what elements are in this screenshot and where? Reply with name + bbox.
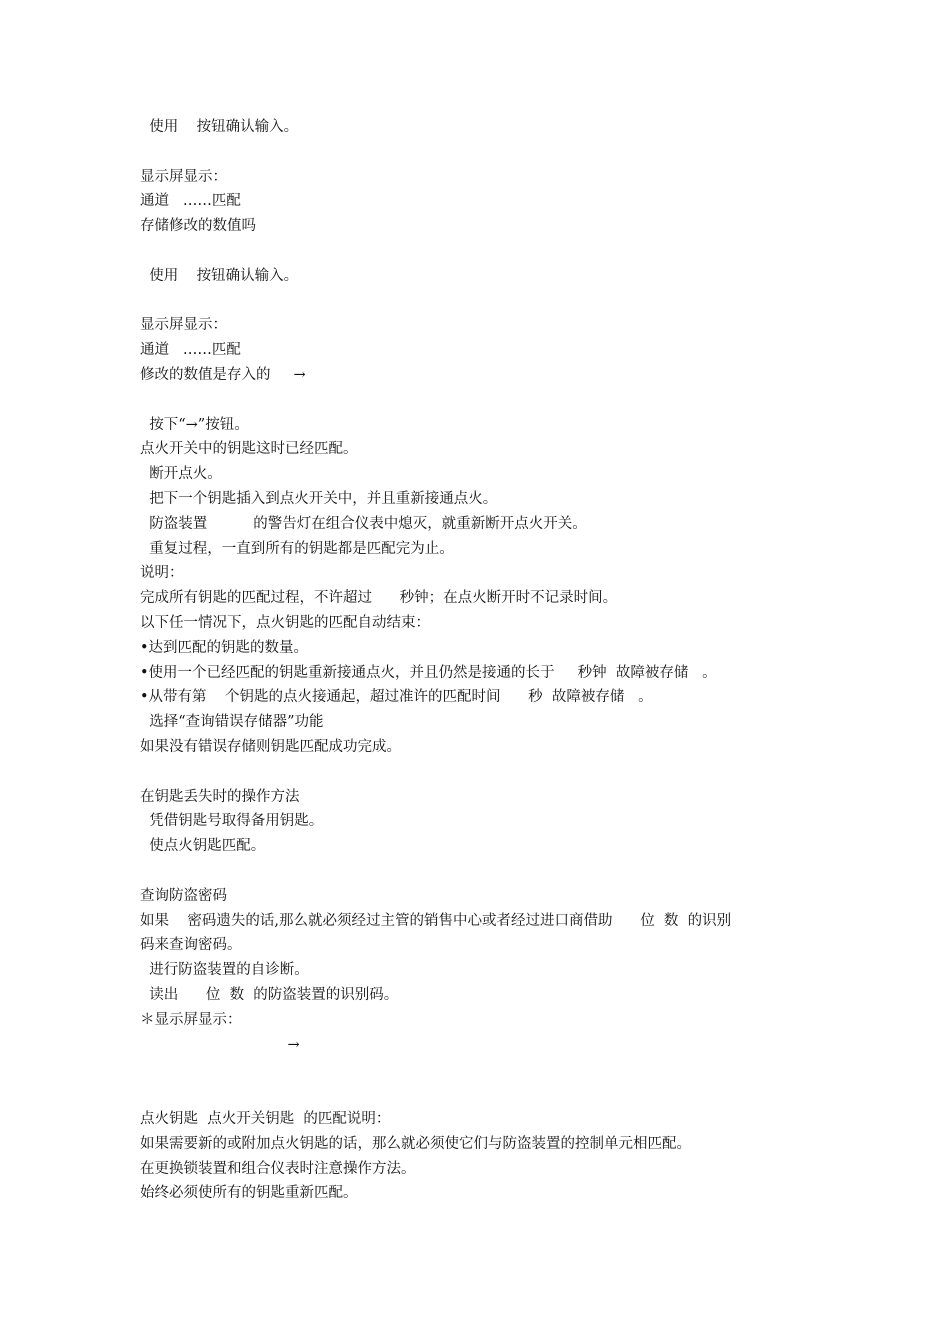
text-line: 按下“→”按钮。 (140, 416, 249, 433)
blank-line (140, 140, 830, 165)
text-line: → (140, 1036, 300, 1053)
text-line: 读出 位 数 的防盗装置的识别码。 (140, 987, 399, 1003)
text-line: 进行防盗装置的自诊断。 (140, 962, 309, 979)
text-line: 说明： (140, 565, 184, 582)
blank-line (140, 760, 830, 785)
blank-line (140, 239, 830, 264)
text-line: 使用 按钮确认输入。 (140, 119, 299, 135)
text-line: 在钥匙丢失时的操作方法 (140, 788, 300, 805)
text-line: •达到匹配的钥匙的数量。 (140, 639, 309, 656)
text-line: 查询防盗密码 (140, 887, 227, 904)
text-line: 把下一个钥匙插入到点火开关中，并且重新接通点火。 (140, 491, 498, 507)
text-line: 通道 ……匹配 (140, 342, 241, 359)
text-line: 选择“查询错误存储器”功能 (140, 714, 324, 731)
blank-line (140, 1057, 830, 1082)
text-line: 如果没有错误存储则钥匙匹配成功完成。 (140, 739, 401, 755)
text-line: 如果需要新的或附加点火钥匙的话，那么就必须使它们与防盗装置的控制单元相匹配。 (140, 1135, 691, 1152)
blank-line (140, 289, 830, 314)
text-line: 重复过程，一直到所有的钥匙都是匹配完为止。 (140, 540, 454, 557)
text-line: 完成所有钥匙的匹配过程，不许超过 秒钟；在点火断开时不记录时间。 (140, 590, 618, 607)
text-line: 点火钥匙 点火开关钥匙 的匹配说明： (140, 1111, 391, 1127)
text-line: •从带有第 个钥匙的点火接通起，超过准许的匹配时间 秒 故障被存储 。 (140, 689, 653, 706)
text-line: 修改的数值是存入的 → (140, 367, 306, 383)
text-line: 使用 按钮确认输入。 (140, 267, 299, 284)
text-line: •使用一个已经匹配的钥匙重新接通点火，并且仍然是接通的长于 秒钟 故障被存储 。 (140, 664, 717, 681)
text-line: 点火开关中的钥匙这时已经匹配。 (140, 441, 358, 458)
text-line: 防盗装置 的警告灯在组合仪表中熄灭，就重新断开点火开关。 (140, 515, 587, 532)
text-line: 如果 密码遗失的话,那么就必须经过主管的销售中心或者经过进口商借助 位 数 的识别 (140, 912, 732, 929)
blank-line (140, 1082, 830, 1107)
text-line: 在更换锁装置和组合仪表时注意操作方法。 (140, 1160, 416, 1177)
text-line: 始终必须使所有的钥匙重新匹配。 (140, 1185, 358, 1202)
text-line: 码来查询密码。 (140, 937, 242, 954)
text-line: 存储修改的数值吗 (140, 218, 256, 235)
text-line: 使点火钥匙匹配。 (140, 838, 266, 855)
blank-line (140, 388, 830, 413)
text-line: ＊显示屏显示： (140, 1011, 242, 1028)
text-line: 断开点火。 (140, 466, 222, 483)
text-line: 显示屏显示： (140, 168, 227, 185)
text-line: 以下任一情况下，点火钥匙的匹配自动结束： (140, 615, 430, 631)
blank-line (140, 859, 830, 884)
text-line: 通道 ……匹配 (140, 193, 241, 210)
text-line: 显示屏显示： (140, 317, 227, 334)
text-line: 凭借钥匙号取得备用钥匙。 (140, 813, 324, 830)
